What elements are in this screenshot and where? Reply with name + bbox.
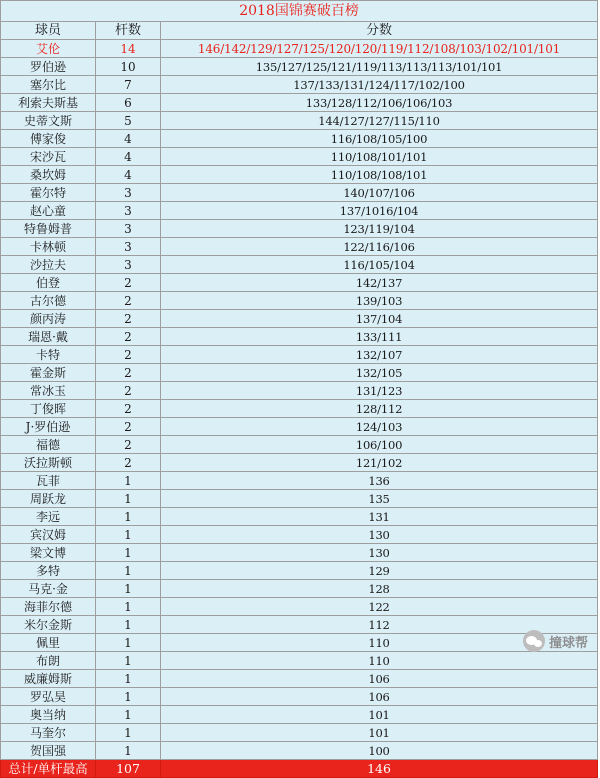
scores-cell: 128/112 xyxy=(161,400,598,418)
table-body xyxy=(1,1,598,778)
player-cell: 贺国强 xyxy=(1,742,96,760)
watermark xyxy=(523,630,588,652)
player-cell: 霍金斯 xyxy=(1,364,96,382)
count-cell: 3 xyxy=(96,220,161,238)
count-cell: 2 xyxy=(96,382,161,400)
player-cell: 马克·金 xyxy=(1,580,96,598)
table-row xyxy=(1,220,598,238)
scores-cell: 110/108/101/101 xyxy=(161,148,598,166)
total-row xyxy=(1,760,598,778)
player-cell: 李远 xyxy=(1,508,96,526)
table-row xyxy=(1,400,598,418)
table-row xyxy=(1,130,598,148)
count-cell: 1 xyxy=(96,616,161,634)
scores-cell: 130 xyxy=(161,544,598,562)
count-cell: 7 xyxy=(96,76,161,94)
player-cell: 威廉姆斯 xyxy=(1,670,96,688)
scores-cell: 124/103 xyxy=(161,418,598,436)
scores-cell: 132/105 xyxy=(161,364,598,382)
table-row xyxy=(1,310,598,328)
scores-cell: 110 xyxy=(161,634,598,652)
count-cell: 5 xyxy=(96,112,161,130)
count-cell: 10 xyxy=(96,58,161,76)
player-cell: 赵心童 xyxy=(1,202,96,220)
table-row xyxy=(1,634,598,652)
table-row xyxy=(1,454,598,472)
scores-cell: 135 xyxy=(161,490,598,508)
player-cell: 宋沙瓦 xyxy=(1,148,96,166)
table-row xyxy=(1,562,598,580)
scores-cell: 106/100 xyxy=(161,436,598,454)
count-cell: 2 xyxy=(96,364,161,382)
table-row xyxy=(1,652,598,670)
table-row xyxy=(1,490,598,508)
count-cell: 1 xyxy=(96,508,161,526)
count-cell: 2 xyxy=(96,436,161,454)
table-row xyxy=(1,580,598,598)
scores-cell: 131/123 xyxy=(161,382,598,400)
scores-cell: 110/108/108/101 xyxy=(161,166,598,184)
table-row xyxy=(1,382,598,400)
player-cell: 沃拉斯顿 xyxy=(1,454,96,472)
count-cell: 1 xyxy=(96,652,161,670)
table-row xyxy=(1,58,598,76)
count-cell: 1 xyxy=(96,562,161,580)
count-cell: 2 xyxy=(96,292,161,310)
player-cell: 史蒂文斯 xyxy=(1,112,96,130)
table-row xyxy=(1,688,598,706)
table-row xyxy=(1,184,598,202)
player-cell: 奥当纳 xyxy=(1,706,96,724)
count-cell: 1 xyxy=(96,670,161,688)
count-cell: 1 xyxy=(96,580,161,598)
scores-cell: 137/104 xyxy=(161,310,598,328)
table-row xyxy=(1,292,598,310)
player-cell: 古尔德 xyxy=(1,292,96,310)
table-row xyxy=(1,724,598,742)
count-cell: 1 xyxy=(96,706,161,724)
scores-cell: 140/107/106 xyxy=(161,184,598,202)
scores-cell: 146/142/129/127/125/120/120/119/112/108/103/102/101/101 xyxy=(161,40,598,58)
player-cell: 桑坎姆 xyxy=(1,166,96,184)
scores-cell: 133/111 xyxy=(161,328,598,346)
player-cell: 卡特 xyxy=(1,346,96,364)
count-cell: 2 xyxy=(96,310,161,328)
table-row xyxy=(1,76,598,94)
count-cell: 1 xyxy=(96,544,161,562)
table-title: 2018国锦赛破百榜 xyxy=(1,1,598,22)
scores-cell: 116/108/105/100 xyxy=(161,130,598,148)
count-cell: 1 xyxy=(96,634,161,652)
scores-cell: 137/1016/104 xyxy=(161,202,598,220)
player-cell: J·罗伯逊 xyxy=(1,418,96,436)
count-cell: 2 xyxy=(96,400,161,418)
max-break: 146 xyxy=(161,760,598,778)
count-cell: 2 xyxy=(96,274,161,292)
table-row xyxy=(1,274,598,292)
table-row xyxy=(1,202,598,220)
count-cell: 1 xyxy=(96,472,161,490)
player-cell: 梁文博 xyxy=(1,544,96,562)
scores-cell: 100 xyxy=(161,742,598,760)
header-row xyxy=(1,22,598,40)
table-row xyxy=(1,526,598,544)
table-row xyxy=(1,256,598,274)
count-cell: 3 xyxy=(96,256,161,274)
scores-cell: 136 xyxy=(161,472,598,490)
scores-cell: 110 xyxy=(161,652,598,670)
scores-cell: 144/127/127/115/110 xyxy=(161,112,598,130)
count-cell: 2 xyxy=(96,328,161,346)
table-row xyxy=(1,94,598,112)
scores-cell: 106 xyxy=(161,688,598,706)
table-row xyxy=(1,436,598,454)
player-cell: 丁俊晖 xyxy=(1,400,96,418)
table-row xyxy=(1,364,598,382)
header-scores: 分数 xyxy=(161,22,598,40)
count-cell: 1 xyxy=(96,598,161,616)
scores-cell: 106 xyxy=(161,670,598,688)
table-row xyxy=(1,238,598,256)
player-cell: 塞尔比 xyxy=(1,76,96,94)
table-row xyxy=(1,616,598,634)
player-cell: 沙拉夫 xyxy=(1,256,96,274)
wechat-icon xyxy=(523,630,545,652)
count-cell: 14 xyxy=(96,40,161,58)
player-cell: 布朗 xyxy=(1,652,96,670)
table-row xyxy=(1,346,598,364)
table-row xyxy=(1,112,598,130)
count-cell: 4 xyxy=(96,166,161,184)
table-row xyxy=(1,508,598,526)
count-cell: 1 xyxy=(96,724,161,742)
player-cell: 瓦菲 xyxy=(1,472,96,490)
player-cell: 米尔金斯 xyxy=(1,616,96,634)
count-cell: 2 xyxy=(96,418,161,436)
player-cell: 罗伯逊 xyxy=(1,58,96,76)
scores-cell: 137/133/131/124/117/102/100 xyxy=(161,76,598,94)
scores-cell: 122 xyxy=(161,598,598,616)
player-cell: 常冰玉 xyxy=(1,382,96,400)
count-cell: 3 xyxy=(96,184,161,202)
total-count: 107 xyxy=(96,760,161,778)
count-cell: 3 xyxy=(96,202,161,220)
scores-cell: 122/116/106 xyxy=(161,238,598,256)
count-cell: 1 xyxy=(96,742,161,760)
player-cell: 特鲁姆普 xyxy=(1,220,96,238)
player-cell: 傅家俊 xyxy=(1,130,96,148)
player-cell: 艾伦 xyxy=(1,40,96,58)
scores-cell: 135/127/125/121/119/113/113/113/101/101 xyxy=(161,58,598,76)
table-row xyxy=(1,706,598,724)
player-cell: 霍尔特 xyxy=(1,184,96,202)
player-cell: 福德 xyxy=(1,436,96,454)
table-row xyxy=(1,40,598,58)
player-cell: 罗弘昊 xyxy=(1,688,96,706)
count-cell: 6 xyxy=(96,94,161,112)
count-cell: 1 xyxy=(96,688,161,706)
count-cell: 1 xyxy=(96,490,161,508)
watermark-text: 撞球帮 xyxy=(548,635,588,651)
player-cell: 马奎尔 xyxy=(1,724,96,742)
scores-cell: 132/107 xyxy=(161,346,598,364)
count-cell: 2 xyxy=(96,346,161,364)
scores-cell: 131 xyxy=(161,508,598,526)
player-cell: 海菲尔德 xyxy=(1,598,96,616)
scores-cell: 116/105/104 xyxy=(161,256,598,274)
table-row xyxy=(1,544,598,562)
table-row xyxy=(1,166,598,184)
title-row xyxy=(1,1,598,22)
table-row xyxy=(1,598,598,616)
count-cell: 4 xyxy=(96,130,161,148)
count-cell: 2 xyxy=(96,454,161,472)
player-cell: 利索夫斯基 xyxy=(1,94,96,112)
scores-cell: 101 xyxy=(161,706,598,724)
count-cell: 3 xyxy=(96,238,161,256)
count-cell: 1 xyxy=(96,526,161,544)
scores-cell: 112 xyxy=(161,616,598,634)
player-cell: 佩里 xyxy=(1,634,96,652)
header-count: 杆数 xyxy=(96,22,161,40)
table-row xyxy=(1,418,598,436)
scores-cell: 121/102 xyxy=(161,454,598,472)
player-cell: 周跃龙 xyxy=(1,490,96,508)
scores-cell: 101 xyxy=(161,724,598,742)
table-row xyxy=(1,742,598,760)
scores-cell: 129 xyxy=(161,562,598,580)
table-row xyxy=(1,472,598,490)
scores-cell: 142/137 xyxy=(161,274,598,292)
table-row xyxy=(1,148,598,166)
total-label: 总计/单杆最高 xyxy=(1,760,96,778)
player-cell: 宾汉姆 xyxy=(1,526,96,544)
player-cell: 瑞恩·戴 xyxy=(1,328,96,346)
scores-cell: 133/128/112/106/106/103 xyxy=(161,94,598,112)
player-cell: 多特 xyxy=(1,562,96,580)
player-cell: 卡林顿 xyxy=(1,238,96,256)
table-row xyxy=(1,328,598,346)
scores-cell: 139/103 xyxy=(161,292,598,310)
player-cell: 颜丙涛 xyxy=(1,310,96,328)
scores-cell: 123/119/104 xyxy=(161,220,598,238)
player-cell: 伯登 xyxy=(1,274,96,292)
header-player: 球员 xyxy=(1,22,96,40)
count-cell: 4 xyxy=(96,148,161,166)
scores-cell: 128 xyxy=(161,580,598,598)
table-row xyxy=(1,670,598,688)
scores-cell: 130 xyxy=(161,526,598,544)
